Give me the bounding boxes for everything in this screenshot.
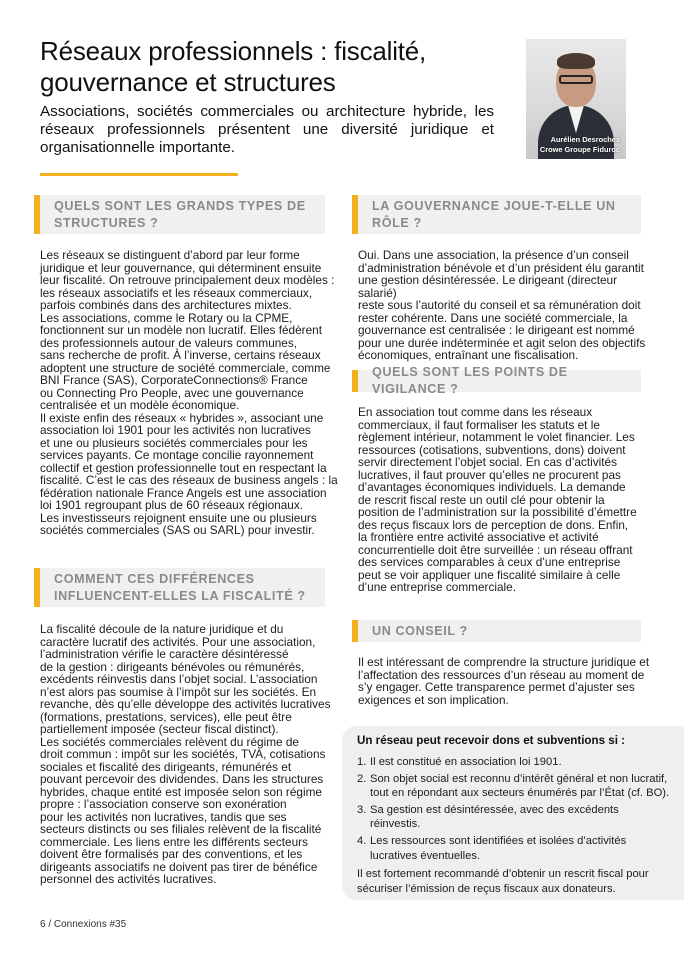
section-body-vigilance: En association tout comme dans les réseaux commerciaux, il faut formaliser les statuts et le règlement intérieur, notamment le volet financier. Les ressources (cotisations, subventions, dons) doivent servir directement l’objet social. En cas d’activités lucratives, il faut prouver qu’elles ne procurent pas d’avantages économiques individuels. La demande de rescrit fiscal reste un outil clé pour obtenir la position de l’administration sur la possibilité d’émettre des reçus fiscaux lors de perception de dons. Enfin, la frontière entre activité associative et activité concurrentielle doit être surveillée : un réseau offrant des services comparables à ceux d’une entreprise peut se voir appliquer une fiscalité similaire à celle d’une entreprise commerciale. <box>358 405 637 594</box>
page-title: Réseaux professionnels : fiscalité, gouvernance et structures <box>40 36 427 97</box>
list-item: 1. Il est constitué en association loi 1901. <box>357 756 562 768</box>
portrait-glasses <box>559 75 593 84</box>
list-item: 2. Son objet social est reconnu d’intérêt général et non lucratif, tout en répondant aux secteurs énumérés par l’État (cf. BO). <box>357 772 670 800</box>
page-footer: 6 / Connexions #35 <box>40 919 127 930</box>
section-heading-vigilance-text: QUELS SONT LES POINTS DE VIGILANCE ? <box>372 365 568 396</box>
author-company: Crowe Groupe Fiduroc <box>539 145 620 154</box>
portrait-caption <box>526 135 626 155</box>
accent-rule <box>40 173 238 176</box>
section-heading-advice-text: UN CONSEIL ? <box>372 623 468 638</box>
section-body-fiscal: La fiscalité découle de la nature juridique et du caractère lucratif des activités. Pour une association, l’administration vérifie le caractère désintéressé de la gestion : dirigeants bénévoles ou rémunérés, excédents réinvestis dans l’objet social. L’association n’est alors pas soumise à l’impôt sur les sociétés. En revanche, dès qu’elle développe des activités lucratives (formations, prestations, services), elle peut être partiellement imposée (secteur fiscal distinct). Les sociétés commerciales relèvent du régime de droit commun : impôt sur les sociétés, TVA, cotisations sociales et fiscalité des dirigeants, rémunérés et pouvant percevoir des dividendes. Dans les structures hybrides, chaque entité est imposée selon son régime propre : l’association conserve son exonération pour les activités non lucratives, tandis que ses secteurs distincts ou ses filiales relèvent de la fiscalité commerciale. Les liens entre les différents secteurs doivent être formalisés par des conventions, et les dirigeants associatifs ne doivent pas tirer de bénéfice personnel des activités lucratives. <box>40 622 331 886</box>
donations-callout <box>342 726 684 900</box>
section-heading-vigilance <box>352 365 641 396</box>
section-body-advice: Il est intéressant de comprendre la structure juridique et l’affectation des ressources d’un réseau au moment de s’y engager. Cette transparence permet d’ajuster ses exigences et son implication. <box>358 655 650 707</box>
author-name: Aurélien Desroches <box>550 135 620 144</box>
section-heading-fiscal <box>34 568 325 607</box>
section-heading-governance <box>352 195 641 234</box>
section-heading-fiscal-text: COMMENT CES DIFFÉRENCES INFLUENCENT-ELLES LA FISCALITÉ ? <box>54 571 306 603</box>
author-portrait <box>526 39 626 159</box>
list-item: 3. Sa gestion est désintéressée, avec des excédents réinvestis. <box>357 803 619 831</box>
callout-note: Il est fortement recommandé d’obtenir un rescrit fiscal pour sécuriser l’émission de reçus fiscaux aux donateurs. <box>357 868 649 895</box>
section-heading-governance-text: LA GOUVERNANCE JOUE-T-ELLE UN RÔLE ? <box>372 198 616 230</box>
callout-title: Un réseau peut recevoir dons et subventions si : <box>357 734 626 747</box>
callout-list <box>357 755 670 863</box>
list-item: 4. Les ressources sont identifiées et isolées d’activités lucratives éventuelles. <box>357 834 627 862</box>
portrait-hair <box>557 53 595 69</box>
intro-paragraph: Associations, sociétés commerciales ou architecture hybride, les réseaux professionnels présentent une diversité juridique et organisationnelle importante. <box>40 103 494 156</box>
section-heading-types <box>34 195 325 234</box>
section-heading-advice <box>352 620 641 642</box>
section-body-types: Les réseaux se distinguent d’abord par leur forme juridique et leur gouvernance, qui déterminent ensuite leur fiscalité. On retrouve principalement deux modèles : les réseaux associatifs et les réseaux commerciaux, parfois combinés dans des architectures mixtes. Les associations, comme le Rotary ou la CPME, fonctionnent sur un modèle non lucratif. Elles fédèrent des professionnels autour de valeurs communes, sans recherche de profit. À l’inverse, certains réseaux adoptent une structure de société commerciale, comme BNI France (SAS), CorporateConnections® France ou Connecting Pro People, avec une gouvernance centralisée et un modèle économique. Il existe enfin des réseaux « hybrides », associant une association loi 1901 pour les activités non lucratives et une ou plusieurs sociétés commerciales pour les services payants. Ce montage concilie rayonnement collectif et gestion professionnelle tout en respectant la fiscalité. C’est le cas des réseaux de business angels : la fédération nationale France Angels est une association loi 1901 regroupant plus de 60 réseaux régionaux. Les investisseurs rejoignent ensuite une ou plusieurs sociétés commerciales (SAS ou SARL) pour investir. <box>40 248 338 537</box>
section-body-governance: Oui. Dans une association, la présence d’un conseil d’administration bénévole et d’un président élu garantit une gestion désintéressée. Le dirigeant (directeur salarié) reste sous l’autorité du conseil et sa rémunération doit rester cohérente. Dans une société commerciale, la gouvernance est centralisée : le dirigeant est nommé pour une durée indéterminée et agit selon des objectifs économiques, entraînant une fiscalisation. <box>358 248 646 362</box>
section-heading-types-text: QUELS SONT LES GRANDS TYPES DE STRUCTURES ? <box>54 198 306 230</box>
